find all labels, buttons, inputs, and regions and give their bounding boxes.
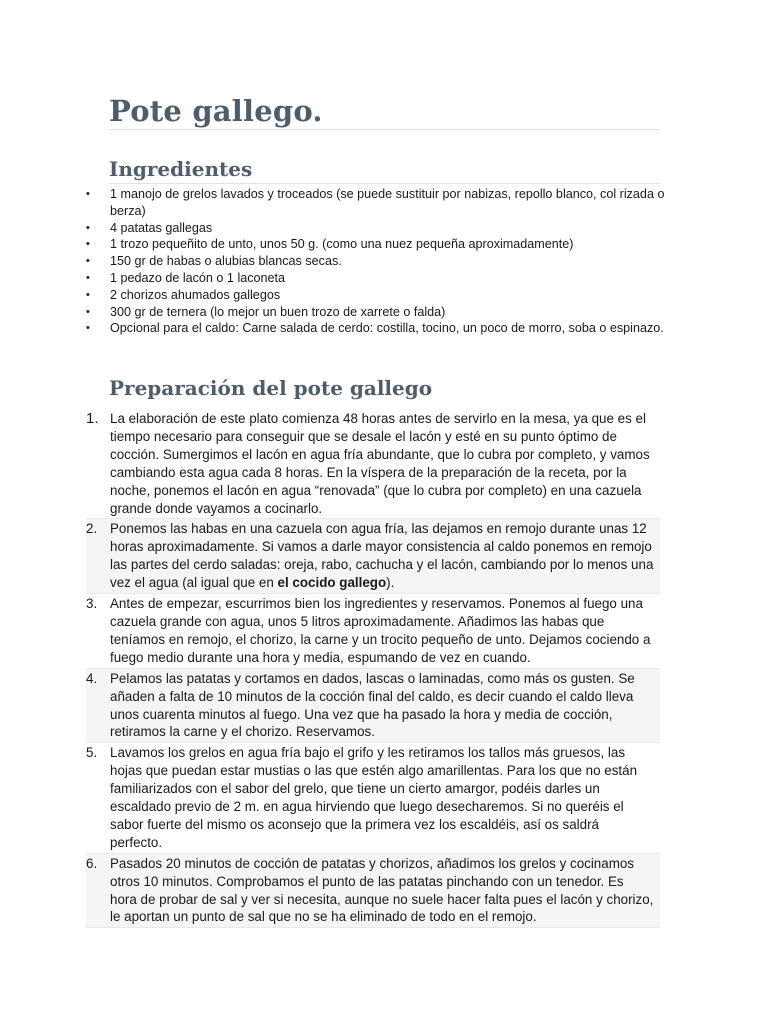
list-item — [86, 253, 666, 270]
ingredients-heading: Ingredientes — [109, 157, 253, 181]
title-divider — [109, 129, 660, 130]
step-text: La elaboración de este plato comienza 48 horas antes de servirlo en la mesa, ya que es el tiempo necesario para conseguir que se desale el lacón y esté en su punto óptimo de cocción. Sumergimos el lacón en agua fría abundante, que lo cubra por completo, y vamos cambiando esta agua cada 8 horas. En la víspera de la preparación de la receta, por la noche, ponemos el lacón en agua “renovada” (que lo cubra por completo) en una cazuela grande donde vayamos a cocinarlo. — [110, 411, 650, 516]
step-number: 2. — [86, 521, 98, 537]
step-item — [86, 669, 660, 744]
bullet-icon: • — [86, 271, 90, 284]
cocido-gallego-link[interactable]: el cocido gallego — [277, 575, 387, 591]
step-number: 1. — [86, 410, 99, 427]
step-text-end: ). — [386, 575, 395, 591]
preparation-heading: Preparación del pote gallego — [109, 376, 433, 400]
bullet-icon: • — [86, 255, 90, 268]
ingredient-text: 1 manojo de grelos lavados y troceados (se puede sustituir por nabizas, repollo blanco, col rizada o berza) — [110, 187, 665, 218]
step-text: Ponemos las habas en una cazuela con agua fría, las dejamos en remojo durante unas 12 horas aproximadamente. Si vamos a darle mayor consistencia al caldo ponemos en remojo las partes del cerdo saladas: oreja, rabo, cachucha y el lacón, cambiando por lo menos una vez el agua (al igual que en — [110, 521, 654, 591]
step-text: Pasados 20 minutos de cocción de patatas y chorizos, añadimos los grelos y cocinamos otros 10 minutos. Comprobamos el punto de las patatas pinchando con un tenedor. Es hora de probar de sal y ver si necesita, aunque no suele hacer falta pues el lacón y chorizo, le aportan un punto de sal que no se ha eliminado de todo en el remojo. — [110, 855, 654, 925]
step-number: 6. — [86, 855, 98, 871]
ingredient-text: 4 patatas gallegas — [110, 220, 213, 235]
preparation-steps — [86, 409, 660, 928]
list-item — [86, 186, 666, 220]
step-item — [86, 854, 660, 929]
ingredients-list — [86, 186, 666, 337]
ingredient-text: 1 pedazo de lacón o 1 laconeta — [110, 270, 286, 285]
step-text: Lavamos los grelos en agua fría bajo el grifo y les retiramos los tallos más gruesos, las hojas que puedan estar mustias o las que estén algo amarillentas. Para los que no están familiarizados con el sabor del grelo, que tiene un cierto amargor, podéis darles un escaldado previo de 2 m. en agua hirviendo que luego desecharemos. Si no queréis el sabor fuerte del mismo os aconsejo que la primera vez los escaldéis, así os saldrá perfecto. — [110, 745, 638, 850]
list-item — [86, 320, 666, 337]
list-item — [86, 270, 666, 287]
step-number: 5. — [86, 745, 98, 761]
bullet-icon: • — [86, 305, 90, 318]
step-item — [86, 519, 660, 594]
ingredient-text: 300 gr de ternera (lo mejor un buen trozo de xarrete o falda) — [110, 304, 446, 319]
step-item — [86, 594, 660, 669]
ingredient-text: 2 chorizos ahumados gallegos — [110, 287, 281, 302]
step-item — [86, 743, 660, 853]
bullet-icon: • — [86, 221, 90, 234]
ingredient-text: 1 trozo pequeñito de unto, unos 50 g. (como una nuez pequeña aproximadamente) — [110, 237, 574, 252]
ingredient-text: Opcional para el caldo: Carne salada de cerdo: costilla, tocino, un poco de morro, soba o espinazo. — [110, 321, 664, 336]
list-item — [86, 304, 666, 321]
step-item — [86, 409, 660, 519]
bullet-icon: • — [86, 188, 90, 200]
bullet-icon: • — [86, 238, 90, 251]
page-title: Pote gallego. — [109, 94, 323, 128]
step-number: 3. — [86, 596, 98, 612]
step-number: 4. — [86, 670, 98, 686]
list-item — [86, 220, 666, 237]
bullet-icon: • — [86, 288, 90, 301]
bullet-icon: • — [86, 322, 90, 335]
step-text: Pelamos las patatas y cortamos en dados, lascas o laminadas, como más os gusten. Se añaden a falta de 10 minutos de la cocción final del caldo, es decir cuando el caldo lleva unos cuarenta minutos al fuego. Una vez que ha pasado la hora y media de cocción, retiramos la carne y el chorizo. Reservamos. — [110, 670, 635, 740]
list-item — [86, 287, 666, 304]
ingredient-text: 150 gr de habas o alubias blancas secas. — [110, 254, 342, 269]
ingredients-divider — [109, 183, 660, 184]
step-text: Antes de empezar, escurrimos bien los ingredientes y reservamos. Ponemos al fuego una cazuela grande con agua, unos 5 litros aproximadamente. Añadimos las habas que teníamos en remojo, el chorizo, la carne y un trocito pequeño de unto. Dejamos cociendo a fuego medio durante una hora y media, espumando de vez en cuando. — [110, 596, 651, 665]
list-item — [86, 236, 666, 253]
